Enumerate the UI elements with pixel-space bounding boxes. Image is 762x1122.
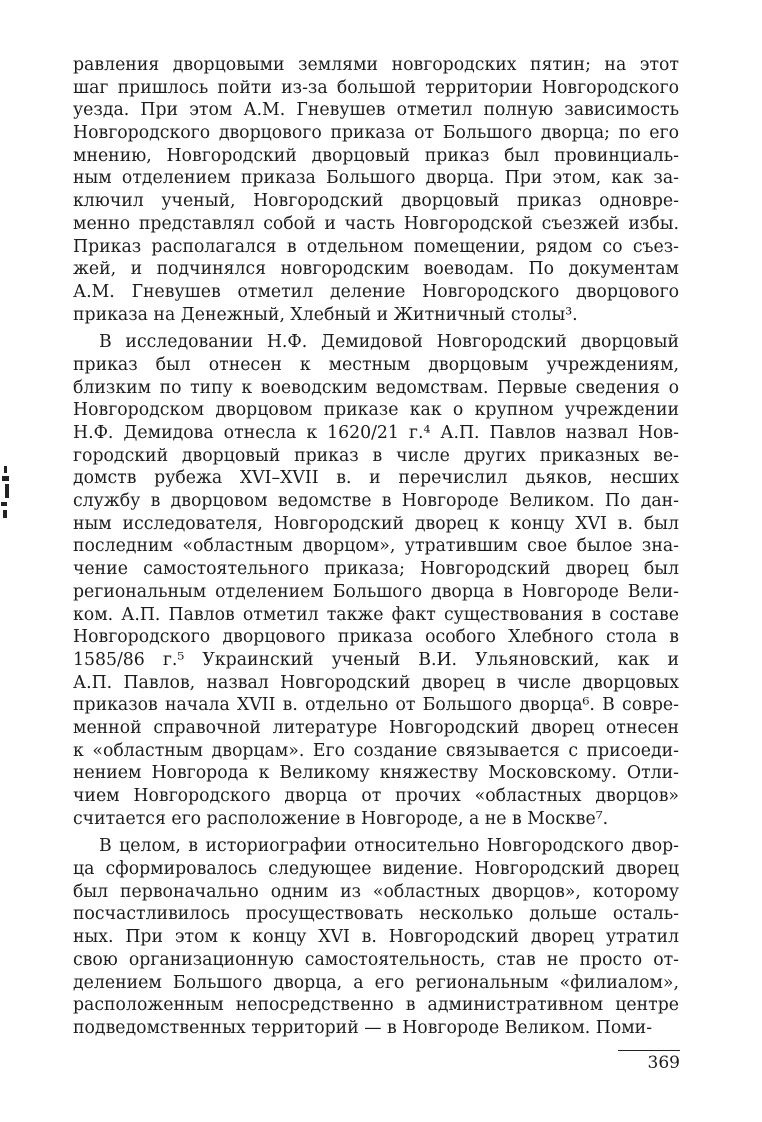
- text-line: менно представлял собой и часть Новгородской съезжей избы.: [73, 213, 679, 234]
- text-line: посчастливилось просуществовать несколько дольше осталь-: [73, 904, 679, 925]
- text-line: уезда. При этом А.М. Гневушев отметил полную зависимость: [73, 100, 679, 121]
- text-line: близким по типу к воеводским ведомствам. Первые сведения о: [73, 377, 679, 398]
- text-line: свою организационную самостоятельность, став не просто от-: [73, 949, 679, 970]
- text-body: [73, 54, 679, 1040]
- paragraph: [73, 331, 679, 830]
- text-line: чием Новгородского дворца от прочих «областных дворцов»: [73, 786, 679, 806]
- text-line: Новгородском дворцовом приказе как о крупном учреждении: [73, 400, 679, 421]
- text-line: делением Большого дворца, а его региональным «филиалом»,: [73, 972, 679, 993]
- paragraph: [73, 54, 679, 326]
- text-line: чение самостоятельного приказа; Новгородский дворец был: [73, 559, 679, 580]
- text-line: к «областным дворцам». Его создание связывается с присоеди-: [73, 740, 679, 761]
- text-line: 1585/86 г.⁵ Украинский ученый В.И. Ульяновский, как и: [73, 649, 679, 670]
- text-line: жей, и подчинялся новгородским воеводам. По документам: [73, 259, 679, 280]
- text-line: приказ был отнесен к местным дворцовым учреждениям,: [73, 354, 679, 375]
- text-line: Н.Ф. Демидова отнесла к 1620/21 г.⁴ А.П. Павлов назвал Нов-: [73, 423, 679, 443]
- text-line: был первоначально одним из «областных дворцов», которому: [73, 881, 679, 902]
- text-line: Новгородского дворцового приказа особого Хлебного стола в: [73, 627, 679, 648]
- text-line: городский дворцовый приказ в числе других приказных ве-: [73, 445, 679, 466]
- text-line: ком. А.П. Павлов отметил также факт существования в составе: [73, 604, 679, 625]
- page-number-rule: [618, 1050, 680, 1051]
- text-line: региональным отделением Большого дворца в Новгороде Вели-: [73, 581, 679, 602]
- text-line: приказа на Денежный, Хлебный и Житничный столы³.: [73, 304, 578, 325]
- text-line: В исследовании Н.Ф. Демидовой Новгородский дворцовый: [99, 332, 679, 353]
- text-line: Новгородского дворцового приказа от Большого дворца; по его: [73, 123, 679, 144]
- text-line: ным отделением приказа Большого дворца. При этом, как за-: [73, 168, 679, 189]
- text-line: последним «областным дворцом», утратившим свое былое зна-: [73, 536, 679, 557]
- text-line: ца сформировалось следующее видение. Новгородский дворец: [73, 859, 679, 880]
- text-line: расположенным непосредственно в административном центре: [73, 995, 679, 1016]
- text-line: нением Новгорода к Великому княжеству Московскому. Отли-: [73, 763, 679, 784]
- text-line: шаг пришлось пойти из-за большой территории Новгородского: [73, 77, 679, 98]
- text-line: подведомственных территорий — в Новгороде Великом. Поми-: [73, 1017, 653, 1038]
- text-line: В целом, в историографии относительно Новгородского двор-: [99, 836, 679, 857]
- text-line: считается его расположение в Новгороде, а не в Москве⁷.: [73, 808, 609, 829]
- text-line: менной справочной литературе Новгородский дворец отнесен: [73, 717, 679, 738]
- text-line: А.М. Гневушев отметил деление Новгородского дворцового: [73, 281, 679, 302]
- page-number: 369: [647, 1053, 680, 1073]
- binding-margin-mark: [0, 466, 11, 518]
- text-line: службу в дворцовом ведомстве в Новгороде Великом. По дан-: [73, 491, 679, 512]
- text-line: приказов начала XVII в. отдельно от Большого дворца⁶. В совре-: [73, 695, 679, 716]
- text-line: ным исследователя, Новгородский дворец к концу XVI в. был: [73, 513, 679, 534]
- text-line: ключил ученый, Новгородский дворцовый приказ одновре-: [73, 191, 679, 212]
- text-line: домств рубежа XVI–XVII в. и перечислил дьяков, несших: [73, 468, 679, 489]
- text-line: равления дворцовыми землями новгородских пятин; на этот: [73, 55, 679, 75]
- paragraph: [73, 835, 679, 1039]
- text-line: А.П. Павлов, назвал Новгородский дворец в числе дворцовых: [73, 672, 679, 693]
- text-line: Приказ располагался в отдельном помещении, рядом со съез-: [73, 236, 679, 257]
- text-line: мнению, Новгородский дворцовый приказ был провинциаль-: [73, 145, 679, 166]
- text-line: ных. При этом к концу XVI в. Новгородский дворец утратил: [73, 927, 679, 948]
